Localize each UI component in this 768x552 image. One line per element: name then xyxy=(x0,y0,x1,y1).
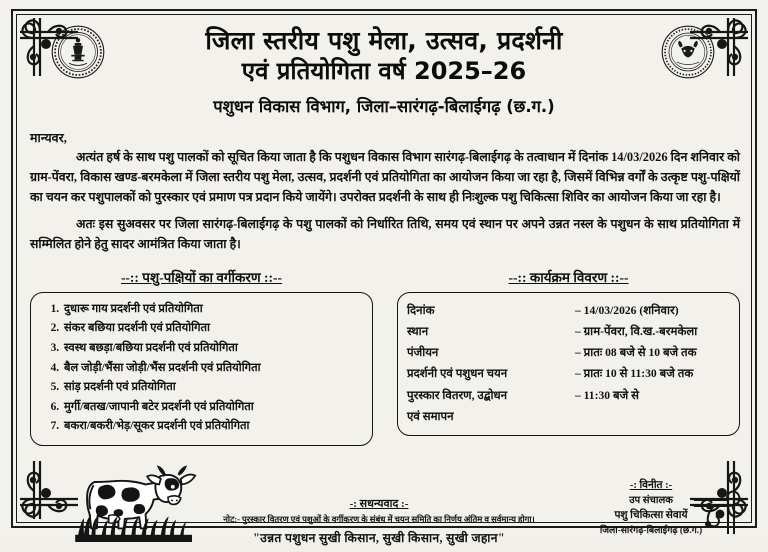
categories-heading: --:: पशु-पक्षियों का वर्गीकरण ::-- xyxy=(120,269,283,285)
categories-column xyxy=(30,268,373,446)
list-item: 5. सांड़ प्रदर्शनी एवं प्रतियोगिता xyxy=(62,378,363,398)
salutation: मान्यवर, xyxy=(30,131,67,146)
program-value xyxy=(575,406,730,427)
footer-note-area xyxy=(202,496,556,546)
list-item: 7. बकरा/बकरी/भेड़/सूकर प्रदर्शनी एवं प्रतियोगिता xyxy=(62,417,363,437)
poster-header xyxy=(22,20,746,117)
program-value: – ग्राम-पेंवरा, वि.ख.-बरमकेला xyxy=(574,325,698,338)
program-label: एवं समापन xyxy=(407,409,454,423)
program-label: पुरस्कार वितरण, उद्बोधन xyxy=(407,388,508,402)
footer-slogan: "उन्नत पशुधन सुखी किसान, सुखी किसान, सुखी जहान" xyxy=(253,531,505,546)
signature-flourish-icon xyxy=(684,486,746,544)
veterinary-department-seal-icon xyxy=(660,24,716,80)
chhattisgarh-state-emblem-icon xyxy=(50,24,106,80)
program-value: – प्रातः 08 बजे से 10 बजे तक xyxy=(574,346,697,360)
body-paragraph-1: अत्यंत हर्ष के साथ पशु पालकों को सूचित किया जाता है कि पशुधन विकास विभाग सारंगढ़-बिलाईगढ़ के तत्वाधान में दिनांक 14/03/2026 दिन शनिवार को ग्राम-पेंवरा, विकास खण्ड-बरमकेला में जिला स्तरीय पशु मेला, उत्सव, प्रदर्शनी एवं प्रतियोगिता का आयोजन किया जा रहा है, जिसमें विभिन्न वर्गों के उत्कृष्ट पशु-पक्षियों का चयन कर पशुपालकों को पुरस्कार एवं प्रमाण पत्र प्रदान किये जायेंगे। उपरोक्त प्रदर्शनी के साथ ही निःशुल्क पशु चिकित्सा शिविर का आयोजन किया जा रहा है। xyxy=(30,150,740,205)
program-label: दिनांक xyxy=(407,303,435,317)
list-item: 4. बैल जोड़ी/भैंसा जोड़ी/भैंस प्रदर्शनी एवं प्रतियोगिता xyxy=(62,359,363,379)
thanks-text: -: सधन्यवाद :- xyxy=(349,498,409,511)
body-paragraph-2: अतः इस सुअवसर पर जिला सारंगढ़-बिलाईगढ़ के पशु पालकों को निर्धारित तिथि, समय एवं स्थान पर अपने उन्नत नस्ल के पशुधन के साथ प्रतियोगिता में सम्मिलित होने हेतु सादर आमंत्रित किया जाता है। xyxy=(30,216,740,251)
program-value: – 11:30 बजे से xyxy=(574,388,639,402)
list-item: 6. मुर्गी/बतख/जापानी बटेर प्रदर्शनी एवं प्रतियोगिता xyxy=(62,398,363,418)
program-heading: --:: कार्यक्रम विवरण ::-- xyxy=(508,269,629,285)
footer-note: नोट:- पुरस्कार वितरण एवं पशुओं के वर्गीकरण के संबंध में चयन समिति का निर्णय अंतिम व सर्वमान्य होगा। xyxy=(223,515,535,525)
signature-designation: उप संचालक xyxy=(629,495,673,507)
categories-box xyxy=(30,292,373,446)
poster-footer xyxy=(22,456,746,552)
program-table xyxy=(407,300,730,427)
cow-on-grass-illustration-icon xyxy=(56,458,216,542)
department-line: पशुधन विकास विभाग, जिला–सारंगढ़-बिलाईगढ़ (छ.ग.) xyxy=(213,97,555,117)
table-row xyxy=(407,300,730,321)
table-row xyxy=(407,363,730,384)
signature-district: जिला-सारंगढ़-बिलाईगढ़ (छ.ग.) xyxy=(599,525,703,536)
program-box xyxy=(397,292,740,436)
program-value: – 14/03/2026 (शनिवार) xyxy=(574,303,679,317)
poster-content xyxy=(22,20,746,546)
list-item: 1. दुधारू गाय प्रदर्शनी एवं प्रतियोगिता xyxy=(62,300,363,320)
list-item: 2. संकर बछिया प्रदर्शनी एवं प्रतियोगिता xyxy=(62,319,363,339)
poster-title-line-1: जिला स्तरीय पशु मेला, उत्सव, प्रदर्शनी xyxy=(205,26,563,55)
table-row xyxy=(407,406,730,427)
poster-title-line-2: एवं प्रतियोगिता वर्ष 2025–26 xyxy=(241,56,527,85)
table-row xyxy=(407,385,730,406)
list-item: 3. स्वस्थ बछड़ा/बछिया प्रदर्शनी एवं प्रतियोगिता xyxy=(62,339,363,359)
program-label: पंजीयन xyxy=(407,346,439,360)
categories-list xyxy=(40,300,363,437)
program-column xyxy=(397,268,740,446)
table-row xyxy=(407,342,730,363)
signature-block xyxy=(562,478,740,538)
table-row xyxy=(407,321,730,342)
signature-office: पशु चिकित्सा सेवायें xyxy=(614,510,688,522)
program-label: प्रदर्शनी एवं पशुधन चयन xyxy=(407,367,508,381)
panels-row xyxy=(22,268,746,446)
program-label: स्थान xyxy=(407,325,429,338)
signature-vineet: -: विनीत :- xyxy=(629,479,673,491)
program-value: – प्रातः 10 से 11:30 बजे तक xyxy=(574,367,694,381)
